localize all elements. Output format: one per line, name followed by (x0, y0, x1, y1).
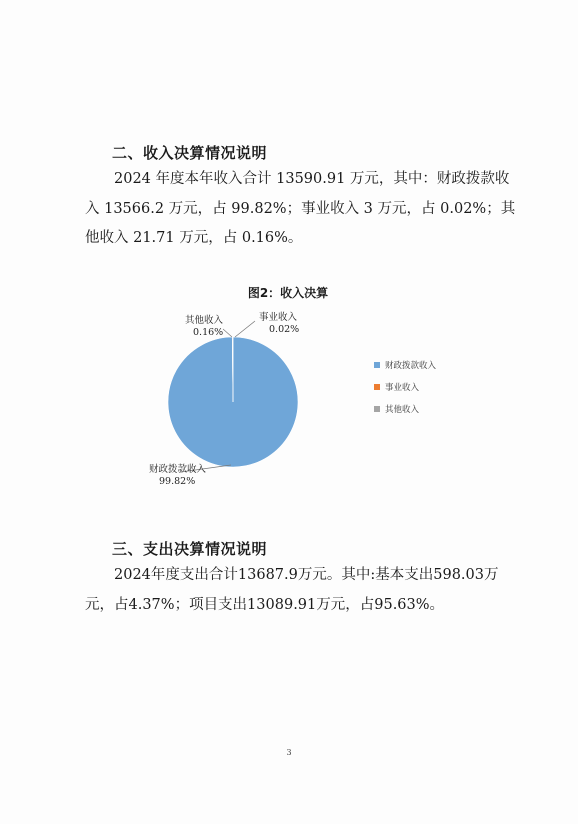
page-number: 3 (286, 748, 292, 757)
legend-swatch (374, 384, 380, 390)
slice-label-value: 0.02% (269, 324, 300, 335)
chart-title: 图2：收入决算 (247, 286, 329, 300)
legend-label: 其他收入 (385, 405, 420, 415)
expenditure-paragraph-line: 元，占4.37%；项目支出13089.91万元，占95.63%。 (85, 596, 445, 613)
slice-label-name: 财政拨款收入 (149, 464, 207, 475)
section-heading-income: 二、收入决算情况说明 (112, 144, 268, 162)
leader-line (223, 329, 232, 337)
slice-label-name: 事业收入 (259, 312, 298, 323)
income-paragraph (85, 165, 516, 254)
legend-swatch (374, 362, 380, 368)
section-heading-expenditure: 三、支出决算情况说明 (112, 540, 268, 558)
slice-label-name: 其他收入 (185, 315, 224, 326)
slice-label-value: 0.16% (193, 327, 224, 338)
pie-chart-svg (112, 272, 464, 494)
income-paragraph-line: 2024 年度本年收入合计 13590.91 万元，其中：财政拨款收 (114, 171, 510, 187)
legend-swatch (374, 406, 380, 412)
income-pie-chart (112, 272, 464, 494)
income-paragraph-line: 他收入 21.71 万元，占 0.16%。 (85, 230, 303, 246)
legend-label: 财政拨款收入 (385, 361, 437, 371)
legend-label: 事业收入 (385, 383, 420, 393)
leader-line (235, 321, 255, 337)
slice-label-value: 99.82% (159, 476, 196, 487)
expenditure-paragraph-line: 2024年度支出合计13687.9万元。其中:基本支出598.03万 (114, 567, 499, 583)
income-paragraph-line: 入 13566.2 万元，占 99.82%；事业收入 3 万元，占 0.02%；其 (85, 200, 516, 217)
expenditure-paragraph (85, 561, 505, 620)
